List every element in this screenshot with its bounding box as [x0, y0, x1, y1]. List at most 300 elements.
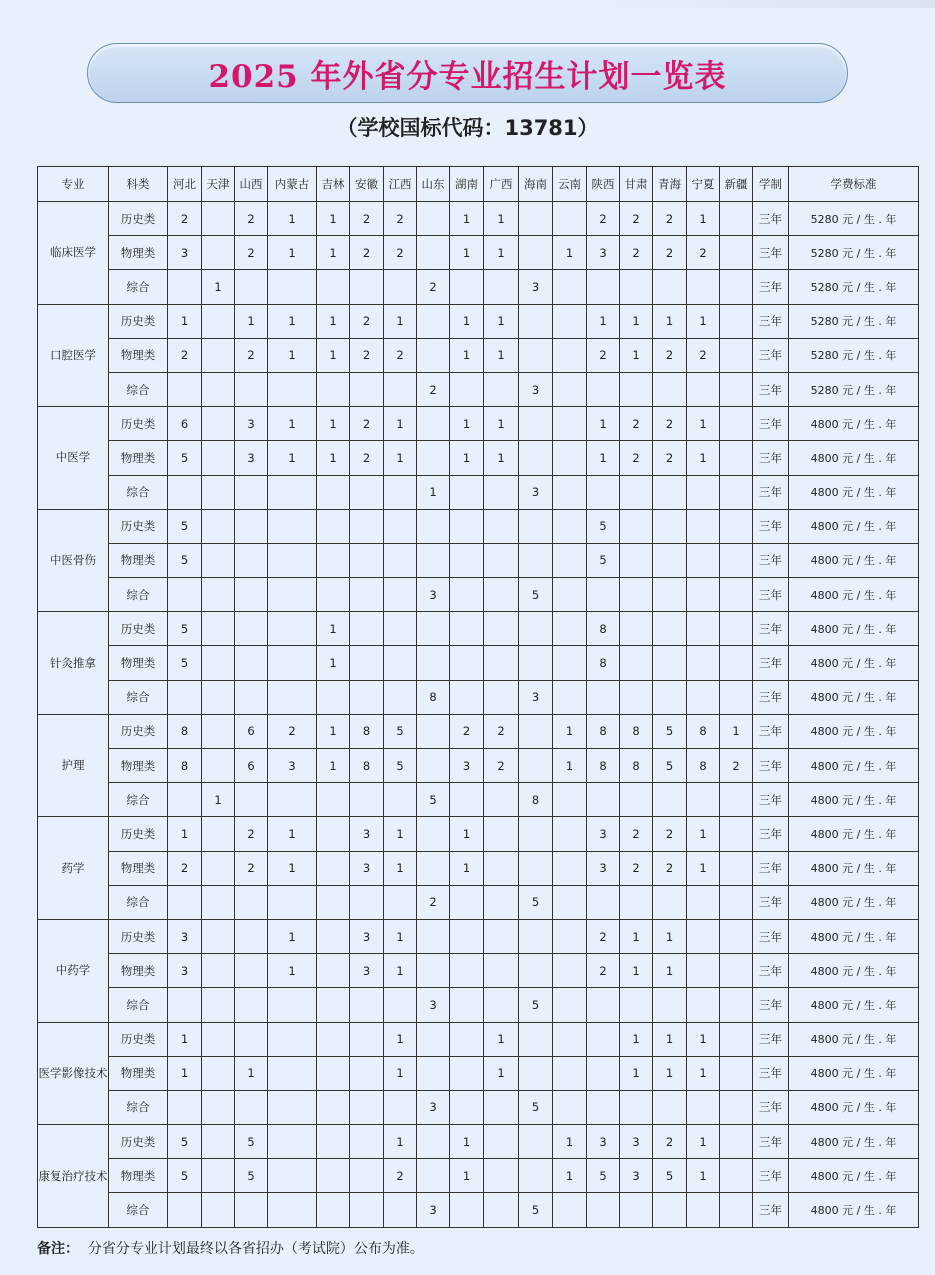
- quota-cell: 5: [653, 714, 687, 748]
- quota-cell: [235, 578, 268, 612]
- table-row: [38, 509, 919, 543]
- quota-cell: [720, 988, 753, 1022]
- quota-cell: [202, 1090, 235, 1124]
- major-name-cell: 针灸推拿: [38, 612, 109, 715]
- quota-cell: 3: [350, 954, 384, 988]
- quota-cell: [553, 270, 587, 304]
- quota-cell: [235, 919, 268, 953]
- duration-cell: 三年: [753, 441, 789, 475]
- quota-cell: [620, 988, 653, 1022]
- quota-cell: [350, 1159, 384, 1193]
- quota-cell: [417, 954, 450, 988]
- duration-cell: 三年: [753, 612, 789, 646]
- duration-cell: 三年: [753, 714, 789, 748]
- fee-cell: 4800 元 / 生 . 年: [789, 919, 919, 953]
- quota-cell: 2: [350, 338, 384, 372]
- quota-cell: [519, 1159, 553, 1193]
- quota-cell: 6: [235, 749, 268, 783]
- quota-cell: [268, 543, 317, 577]
- quota-cell: [202, 646, 235, 680]
- header-province: 山东: [417, 167, 450, 202]
- quota-cell: 3: [519, 372, 553, 406]
- quota-cell: [553, 304, 587, 338]
- quota-cell: [720, 646, 753, 680]
- quota-cell: [519, 1125, 553, 1159]
- fee-cell: 4800 元 / 生 . 年: [789, 441, 919, 475]
- header-province: 海南: [519, 167, 553, 202]
- quota-cell: [484, 509, 519, 543]
- quota-cell: [235, 475, 268, 509]
- quota-cell: [653, 885, 687, 919]
- quota-cell: 5: [519, 1193, 553, 1228]
- quota-cell: [350, 612, 384, 646]
- quota-cell: 1: [417, 475, 450, 509]
- quota-cell: [653, 1193, 687, 1228]
- quota-cell: 1: [553, 1159, 587, 1193]
- quota-cell: [317, 885, 350, 919]
- quota-cell: [350, 475, 384, 509]
- table-row: [38, 988, 919, 1022]
- quota-cell: 2: [384, 338, 417, 372]
- quota-cell: [450, 988, 484, 1022]
- quota-cell: 1: [450, 304, 484, 338]
- quota-cell: [417, 749, 450, 783]
- table-row: [38, 270, 919, 304]
- quota-cell: 5: [384, 714, 417, 748]
- quota-cell: [450, 509, 484, 543]
- quota-cell: 3: [417, 988, 450, 1022]
- category-cell: 历史类: [109, 919, 168, 953]
- quota-cell: [350, 680, 384, 714]
- quota-cell: [553, 885, 587, 919]
- category-cell: 综合: [109, 1193, 168, 1228]
- quota-cell: 1: [268, 919, 317, 953]
- quota-cell: 1: [587, 407, 620, 441]
- quota-cell: [519, 919, 553, 953]
- quota-cell: 2: [620, 202, 653, 236]
- quota-cell: [202, 475, 235, 509]
- header-province: 安徽: [350, 167, 384, 202]
- quota-cell: 1: [450, 851, 484, 885]
- quota-cell: [519, 954, 553, 988]
- quota-cell: 2: [484, 749, 519, 783]
- header-duration: 学制: [753, 167, 789, 202]
- quota-cell: [317, 509, 350, 543]
- duration-cell: 三年: [753, 646, 789, 680]
- quota-cell: [317, 954, 350, 988]
- quota-cell: [268, 1022, 317, 1056]
- quota-cell: [450, 680, 484, 714]
- category-cell: 综合: [109, 1090, 168, 1124]
- quota-cell: [317, 1090, 350, 1124]
- category-cell: 综合: [109, 270, 168, 304]
- quota-cell: 1: [384, 954, 417, 988]
- quota-cell: [720, 1193, 753, 1228]
- quota-cell: [653, 509, 687, 543]
- duration-cell: 三年: [753, 578, 789, 612]
- quota-cell: 2: [687, 236, 720, 270]
- quota-cell: 1: [384, 441, 417, 475]
- quota-cell: [317, 783, 350, 817]
- quota-cell: [687, 783, 720, 817]
- quota-cell: [450, 1090, 484, 1124]
- header-province: 山西: [235, 167, 268, 202]
- quota-cell: [720, 338, 753, 372]
- quota-cell: [268, 612, 317, 646]
- quota-cell: [350, 543, 384, 577]
- quota-cell: [519, 749, 553, 783]
- quota-cell: 2: [653, 407, 687, 441]
- quota-cell: [620, 646, 653, 680]
- quota-cell: 5: [653, 1159, 687, 1193]
- quota-cell: [553, 851, 587, 885]
- quota-cell: [653, 543, 687, 577]
- quota-cell: [587, 1022, 620, 1056]
- quota-cell: [720, 509, 753, 543]
- quota-cell: [417, 646, 450, 680]
- quota-cell: 3: [587, 851, 620, 885]
- quota-cell: 8: [519, 783, 553, 817]
- quota-cell: [417, 919, 450, 953]
- quota-cell: [202, 988, 235, 1022]
- quota-cell: 2: [384, 202, 417, 236]
- quota-cell: [417, 1125, 450, 1159]
- major-name-cell: 医学影像技术: [38, 1022, 109, 1125]
- quota-cell: 1: [553, 1125, 587, 1159]
- quota-cell: 2: [417, 885, 450, 919]
- quota-cell: 1: [450, 1159, 484, 1193]
- table-row: [38, 202, 919, 236]
- quota-cell: 1: [653, 954, 687, 988]
- quota-cell: [653, 783, 687, 817]
- quota-cell: [720, 885, 753, 919]
- quota-cell: [202, 543, 235, 577]
- quota-cell: [484, 1159, 519, 1193]
- quota-cell: 1: [268, 407, 317, 441]
- quota-cell: [587, 680, 620, 714]
- header-province: 江西: [384, 167, 417, 202]
- quota-cell: 1: [653, 1022, 687, 1056]
- quota-cell: [202, 304, 235, 338]
- quota-cell: 3: [519, 680, 553, 714]
- quota-cell: [553, 1193, 587, 1228]
- duration-cell: 三年: [753, 885, 789, 919]
- category-cell: 历史类: [109, 304, 168, 338]
- major-name-cell: 中医学: [38, 407, 109, 510]
- fee-cell: 4800 元 / 生 . 年: [789, 783, 919, 817]
- quota-cell: 1: [587, 441, 620, 475]
- table-row: [38, 783, 919, 817]
- quota-cell: 2: [653, 441, 687, 475]
- quota-cell: [620, 475, 653, 509]
- quota-cell: [587, 1193, 620, 1228]
- category-cell: 综合: [109, 578, 168, 612]
- quota-cell: 1: [450, 817, 484, 851]
- quota-cell: 1: [484, 236, 519, 270]
- quota-cell: [484, 680, 519, 714]
- table-row: [38, 885, 919, 919]
- table-row: [38, 1159, 919, 1193]
- quota-cell: [202, 1159, 235, 1193]
- quota-cell: 1: [168, 817, 202, 851]
- table-row: [38, 407, 919, 441]
- quota-cell: 2: [235, 817, 268, 851]
- quota-cell: 1: [620, 919, 653, 953]
- quota-cell: [350, 1022, 384, 1056]
- quota-cell: [450, 885, 484, 919]
- quota-cell: [553, 338, 587, 372]
- header-province: 内蒙古: [268, 167, 317, 202]
- quota-cell: [519, 338, 553, 372]
- quota-cell: 1: [450, 202, 484, 236]
- duration-cell: 三年: [753, 372, 789, 406]
- quota-cell: [202, 612, 235, 646]
- header-province: 天津: [202, 167, 235, 202]
- quota-cell: [202, 885, 235, 919]
- fee-cell: 4800 元 / 生 . 年: [789, 954, 919, 988]
- quota-cell: 5: [587, 543, 620, 577]
- quota-cell: 2: [350, 304, 384, 338]
- quota-cell: [620, 1090, 653, 1124]
- fee-cell: 4800 元 / 生 . 年: [789, 1056, 919, 1090]
- quota-cell: 2: [620, 817, 653, 851]
- table-row: [38, 543, 919, 577]
- duration-cell: 三年: [753, 1022, 789, 1056]
- quota-cell: 1: [317, 714, 350, 748]
- page-title: 2025 年外省分专业招生计划一览表: [208, 58, 727, 95]
- table-row: [38, 1125, 919, 1159]
- quota-cell: 2: [450, 714, 484, 748]
- quota-cell: 5: [168, 646, 202, 680]
- quota-cell: [417, 851, 450, 885]
- quota-cell: [720, 372, 753, 406]
- quota-cell: 5: [587, 1159, 620, 1193]
- quota-cell: 1: [384, 1125, 417, 1159]
- quota-cell: 3: [417, 1193, 450, 1228]
- category-cell: 物理类: [109, 646, 168, 680]
- quota-cell: 1: [268, 954, 317, 988]
- quota-cell: [620, 270, 653, 304]
- quota-cell: 8: [587, 749, 620, 783]
- quota-cell: 1: [484, 202, 519, 236]
- quota-cell: [417, 202, 450, 236]
- quota-cell: [417, 714, 450, 748]
- duration-cell: 三年: [753, 543, 789, 577]
- quota-cell: [384, 988, 417, 1022]
- quota-cell: 2: [587, 954, 620, 988]
- quota-cell: [268, 1159, 317, 1193]
- fee-cell: 4800 元 / 生 . 年: [789, 885, 919, 919]
- fee-cell: 4800 元 / 生 . 年: [789, 509, 919, 543]
- quota-cell: [202, 1056, 235, 1090]
- fee-cell: 5280 元 / 生 . 年: [789, 304, 919, 338]
- table-row: [38, 578, 919, 612]
- fee-cell: 4800 元 / 生 . 年: [789, 578, 919, 612]
- quota-cell: [587, 1090, 620, 1124]
- duration-cell: 三年: [753, 407, 789, 441]
- quota-cell: 3: [587, 236, 620, 270]
- quota-cell: 1: [687, 1056, 720, 1090]
- quota-cell: [202, 372, 235, 406]
- quota-cell: 2: [350, 441, 384, 475]
- header-province: 广西: [484, 167, 519, 202]
- quota-cell: 1: [484, 1022, 519, 1056]
- quota-cell: [384, 680, 417, 714]
- quota-cell: [687, 372, 720, 406]
- quota-cell: [587, 783, 620, 817]
- quota-cell: [417, 1159, 450, 1193]
- table-row: [38, 338, 919, 372]
- quota-cell: [202, 817, 235, 851]
- quota-cell: [720, 1056, 753, 1090]
- quota-cell: [720, 783, 753, 817]
- quota-cell: 1: [687, 817, 720, 851]
- quota-cell: [553, 954, 587, 988]
- quota-cell: 1: [687, 407, 720, 441]
- quota-cell: [687, 680, 720, 714]
- quota-cell: [720, 578, 753, 612]
- quota-cell: [587, 1056, 620, 1090]
- category-cell: 物理类: [109, 954, 168, 988]
- quota-cell: 8: [687, 749, 720, 783]
- quota-cell: 1: [653, 304, 687, 338]
- fee-cell: 5280 元 / 生 . 年: [789, 372, 919, 406]
- quota-cell: 1: [653, 1056, 687, 1090]
- quota-cell: [268, 509, 317, 543]
- quota-cell: [235, 954, 268, 988]
- quota-cell: 1: [317, 749, 350, 783]
- quota-cell: 3: [417, 578, 450, 612]
- major-name-cell: 临床医学: [38, 202, 109, 305]
- quota-cell: [202, 714, 235, 748]
- quota-cell: 1: [168, 1022, 202, 1056]
- quota-cell: 1: [620, 338, 653, 372]
- quota-cell: [317, 1159, 350, 1193]
- quota-cell: [620, 509, 653, 543]
- quota-cell: 5: [417, 783, 450, 817]
- quota-cell: [417, 441, 450, 475]
- category-cell: 历史类: [109, 509, 168, 543]
- quota-cell: [450, 1022, 484, 1056]
- table-row: [38, 1193, 919, 1228]
- duration-cell: 三年: [753, 954, 789, 988]
- table-row: [38, 1090, 919, 1124]
- category-cell: 物理类: [109, 1056, 168, 1090]
- quota-cell: [450, 646, 484, 680]
- quota-cell: [484, 919, 519, 953]
- quota-cell: [235, 509, 268, 543]
- quota-cell: [268, 646, 317, 680]
- quota-cell: [553, 407, 587, 441]
- major-name-cell: 中医骨伤: [38, 509, 109, 612]
- quota-cell: 1: [268, 441, 317, 475]
- quota-cell: [687, 988, 720, 1022]
- quota-cell: [350, 988, 384, 1022]
- quota-cell: 2: [417, 270, 450, 304]
- quota-cell: 1: [202, 783, 235, 817]
- header-province: 湖南: [450, 167, 484, 202]
- quota-cell: 3: [235, 407, 268, 441]
- quota-cell: [450, 543, 484, 577]
- quota-cell: [484, 612, 519, 646]
- quota-cell: [519, 441, 553, 475]
- quota-cell: [450, 578, 484, 612]
- quota-cell: [687, 646, 720, 680]
- category-cell: 历史类: [109, 1125, 168, 1159]
- quota-cell: 1: [450, 236, 484, 270]
- quota-cell: [653, 1090, 687, 1124]
- duration-cell: 三年: [753, 475, 789, 509]
- category-cell: 历史类: [109, 407, 168, 441]
- quota-cell: [484, 578, 519, 612]
- fee-cell: 4800 元 / 生 . 年: [789, 1193, 919, 1228]
- quota-cell: [350, 1056, 384, 1090]
- quota-cell: [168, 1193, 202, 1228]
- quota-cell: 2: [653, 236, 687, 270]
- quota-cell: 2: [687, 338, 720, 372]
- fee-cell: 4800 元 / 生 . 年: [789, 680, 919, 714]
- quota-cell: [350, 885, 384, 919]
- fee-cell: 4800 元 / 生 . 年: [789, 749, 919, 783]
- quota-cell: [720, 1125, 753, 1159]
- category-cell: 历史类: [109, 1022, 168, 1056]
- quota-cell: 1: [268, 817, 317, 851]
- duration-cell: 三年: [753, 1090, 789, 1124]
- quota-cell: 5: [653, 749, 687, 783]
- quota-cell: [450, 612, 484, 646]
- duration-cell: 三年: [753, 1056, 789, 1090]
- category-cell: 物理类: [109, 1159, 168, 1193]
- quota-cell: [450, 1056, 484, 1090]
- quota-cell: 2: [235, 202, 268, 236]
- quota-cell: 3: [350, 919, 384, 953]
- header-province: 陕西: [587, 167, 620, 202]
- quota-cell: 2: [620, 851, 653, 885]
- quota-cell: 2: [235, 851, 268, 885]
- quota-cell: 5: [384, 749, 417, 783]
- quota-cell: 2: [268, 714, 317, 748]
- quota-cell: [417, 304, 450, 338]
- fee-cell: 4800 元 / 生 . 年: [789, 1090, 919, 1124]
- quota-cell: 2: [168, 202, 202, 236]
- fee-cell: 4800 元 / 生 . 年: [789, 714, 919, 748]
- quota-cell: [484, 646, 519, 680]
- quota-cell: 1: [317, 407, 350, 441]
- quota-cell: 1: [553, 749, 587, 783]
- fee-cell: 4800 元 / 生 . 年: [789, 851, 919, 885]
- quota-cell: [350, 1125, 384, 1159]
- quota-cell: [519, 851, 553, 885]
- major-name-cell: 药学: [38, 817, 109, 920]
- quota-cell: [168, 783, 202, 817]
- quota-cell: [168, 988, 202, 1022]
- quota-cell: [720, 270, 753, 304]
- duration-cell: 三年: [753, 1125, 789, 1159]
- quota-cell: [235, 1090, 268, 1124]
- quota-cell: 2: [168, 338, 202, 372]
- category-cell: 历史类: [109, 612, 168, 646]
- quota-cell: 1: [553, 236, 587, 270]
- quota-cell: 3: [168, 919, 202, 953]
- quota-cell: [202, 1022, 235, 1056]
- quota-cell: 5: [168, 509, 202, 543]
- quota-cell: [350, 270, 384, 304]
- quota-cell: 1: [687, 851, 720, 885]
- footnote-label: 备注：: [37, 1241, 79, 1257]
- footnote-text: 分省分专业计划最终以各省招办（考试院）公布为准。: [87, 1241, 424, 1257]
- quota-cell: [620, 578, 653, 612]
- header-province: 宁夏: [687, 167, 720, 202]
